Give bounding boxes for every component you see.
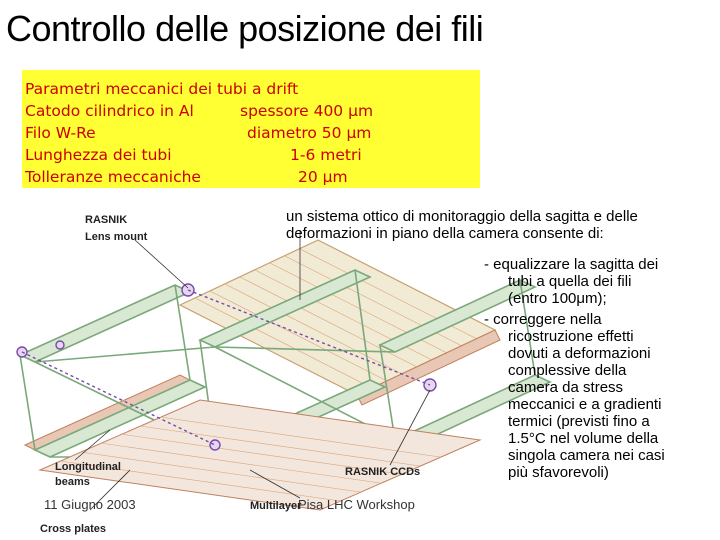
label-cross-plates: Cross plates — [40, 523, 107, 535]
label-longitudinal: Longitudinal — [55, 461, 121, 473]
bullet-line: - correggere nella — [484, 311, 602, 328]
label-rasnik-ccds: RASNIK CCDs — [345, 466, 421, 478]
bullet-line: ricostruzione effetti — [508, 328, 634, 345]
param-value: diametro 50 μm — [247, 124, 372, 142]
label-lens-mount: Lens mount — [85, 231, 148, 243]
bullet-line: dovuti a deformazioni — [508, 345, 651, 362]
bullet-line: più sfavorevoli) — [508, 464, 609, 481]
parameters-box — [22, 70, 480, 188]
param-label: Lunghezza dei tubi — [25, 146, 172, 164]
param-value: 1-6 metri — [290, 146, 362, 164]
param-label: Filo W-Re — [25, 124, 96, 142]
bullet-line: singola camera nei casi — [508, 447, 665, 464]
bullet-line: - equalizzare la sagitta dei — [484, 256, 659, 273]
label-rasnik: RASNIK — [85, 214, 128, 226]
bullet-line: meccanici e a gradienti — [508, 396, 662, 413]
bullet-line: tubi a quella dei fili — [508, 273, 632, 290]
param-value: spessore 400 μm — [240, 102, 374, 120]
bullet-item — [484, 311, 716, 481]
label-beams: beams — [55, 476, 90, 488]
bullet-line: 1.5°C nel volume della — [508, 430, 659, 447]
intro-text: un sistema ottico di monitoraggio della sagitta e delle deformazioni in piano della camera consente di: — [286, 208, 638, 242]
footer-event: Pisa LHC Workshop — [298, 497, 415, 512]
bullet-line: (entro 100μm); — [508, 290, 607, 307]
bullet-line: camera da stress — [508, 379, 624, 396]
param-label: Tolleranze meccaniche — [25, 168, 201, 186]
bullet-line: complessive della — [508, 362, 627, 379]
page-title: Controllo delle posizione dei fili — [6, 8, 484, 49]
label-multilayer: Multilayer — [250, 500, 302, 512]
bullet-line: termici (previsti fino a — [508, 413, 650, 430]
param-value: 20 μm — [298, 168, 348, 186]
param-label: Catodo cilindrico in Al — [25, 102, 194, 120]
params-heading: Parametri meccanici dei tubi a drift — [25, 80, 299, 98]
footer-date: 11 Giugno 2003 — [44, 497, 136, 512]
bullet-item — [484, 256, 716, 307]
